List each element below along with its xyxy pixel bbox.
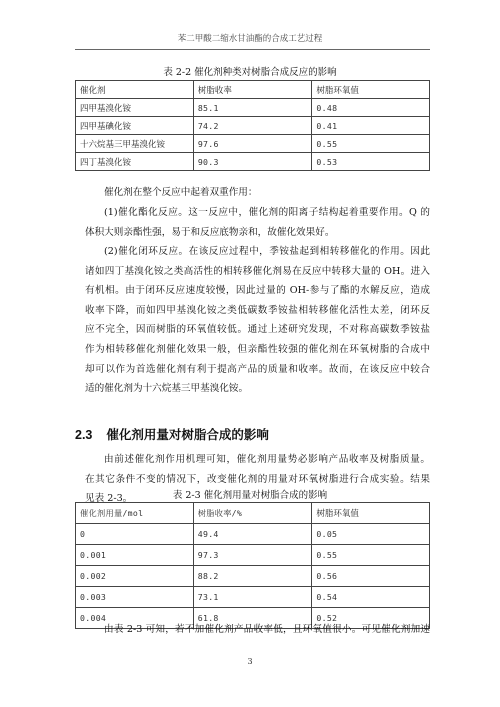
- text-line: 在其它条件不变的情况下，改变催化剂的用量对环氧树脂进行合成实验。结果: [85, 473, 430, 485]
- table-cell: 0.55: [312, 135, 430, 153]
- text-line: 却可以作为首选催化剂有利于提高产品的质量和收率。故而，在该反应中较合: [85, 363, 430, 375]
- table-row: [76, 545, 430, 566]
- table-cell: 73.1: [193, 587, 312, 608]
- table2-header-row: [76, 503, 430, 524]
- text-line: 体积大则亲酯性强，易于和反应底物亲和，故催化效果好。: [85, 226, 335, 238]
- table-cell: 0.002: [76, 566, 194, 587]
- text-line: (2)催化闭环反应。在该反应过程中，季铵盐起到相转移催化的作用。因此: [104, 246, 430, 257]
- table-cell: 0: [76, 524, 194, 545]
- table-cell: 61.8: [193, 608, 312, 629]
- table-cell: 88.2: [193, 566, 312, 587]
- table-cell: 0.05: [312, 524, 430, 545]
- text-line: 应不完全，因而树脂的环氧值较低。通过上述研究发现，不对称高碳数季铵盐: [85, 324, 430, 336]
- table-cell: 0.41: [312, 117, 430, 135]
- table-cell: 0.48: [312, 99, 430, 117]
- text-line: 收率下降，而如四甲基溴化铵之类低碳数季铵盐相转移催化活性太差，闭环反: [85, 304, 430, 316]
- text-line: (1)催化酯化反应。这一反应中，催化剂的阳离子结构起着重要作用。Q 的: [104, 207, 430, 218]
- table2-header-cell: 树脂环氧值: [312, 503, 430, 524]
- page-header: 苯二甲酸二缩水甘油酯的合成工艺过程: [177, 34, 323, 44]
- table1-header-cell: 树脂环氧值: [312, 81, 430, 99]
- text-line: 由前述催化剂作用机理可知，催化剂用量势必影响产品收率及树脂质量。: [104, 454, 430, 465]
- catalyst-type-table: [75, 80, 430, 171]
- text-line: 由表 2-3 可知，若不加催化剂产品收率低，且环氧值很小。可见催化剂加速: [104, 624, 430, 635]
- table2-header-cell: 树脂收率/%: [193, 503, 312, 524]
- text-line: 诸如四丁基溴化铵之类高活性的相转移催化剂易在反应中转移大量的 OH。进入: [85, 265, 430, 277]
- paragraph-conclusion: [85, 620, 430, 640]
- header-rule: [75, 49, 430, 50]
- table-cell: 97.6: [193, 135, 312, 153]
- table-row: [76, 99, 430, 117]
- section-number: 2.3: [75, 428, 93, 442]
- paragraph-esterification: [85, 203, 430, 242]
- text-line: 有机相。由于闭环反应速度较慢，因此过量的 OH-参与了酯的水解反应，造成: [85, 285, 430, 297]
- table-cell: 74.2: [193, 117, 312, 135]
- table-cell: 0.54: [312, 587, 430, 608]
- table-row: [76, 153, 430, 171]
- table2-caption: 表 2-3 催化剂用量对树脂合成的影响: [172, 490, 328, 501]
- table-cell: 四甲基溴化铵: [76, 99, 194, 117]
- text-line: 见表 2-3。: [85, 493, 133, 505]
- paragraph-dual-role: [85, 183, 430, 203]
- table-row: [76, 135, 430, 153]
- table-cell: 0.001: [76, 545, 194, 566]
- table-cell: 0.56: [312, 566, 430, 587]
- table-cell: 四甲基碘化铵: [76, 117, 194, 135]
- paragraph-ring-closure: [85, 242, 430, 399]
- catalyst-dosage-table: [75, 502, 430, 629]
- table-row: [76, 587, 430, 608]
- table-row: [76, 117, 430, 135]
- table-row: [76, 524, 430, 545]
- table-cell: 0.52: [312, 608, 430, 629]
- table-row: [76, 566, 430, 587]
- table2-header-cell: 催化剂用量/mol: [76, 503, 194, 524]
- section-title: 催化剂用量对树脂合成的影响: [106, 428, 269, 442]
- text-line: 催化剂在整个反应中起着双重作用：: [104, 187, 258, 198]
- table-cell: 0.55: [312, 545, 430, 566]
- table-cell: 十六烷基三甲基溴化铵: [76, 135, 194, 153]
- section-heading: [75, 425, 269, 443]
- table-cell: 0.53: [312, 153, 430, 171]
- table-cell: 97.3: [193, 545, 312, 566]
- table-cell: 49.4: [193, 524, 312, 545]
- text-line: 作为相转移催化剂催化效果一般，但亲酯性较强的催化剂在环氧树脂的合成中: [85, 343, 430, 355]
- table-cell: 0.004: [76, 608, 194, 629]
- table-cell: 0.003: [76, 587, 194, 608]
- table1-caption: 表 2-2 催化剂种类对树脂合成反应的影响: [163, 67, 337, 78]
- table1-header-row: [76, 81, 430, 99]
- table-cell: 85.1: [193, 99, 312, 117]
- table-cell: 90.3: [193, 153, 312, 171]
- table1-header-cell: 催化剂: [76, 81, 194, 99]
- table-cell: 四丁基溴化铵: [76, 153, 194, 171]
- table1-header-cell: 树脂收率: [193, 81, 312, 99]
- text-line: 适的催化剂为十六烷基三甲基溴化铵。: [85, 383, 249, 395]
- page-number: 3: [247, 657, 253, 666]
